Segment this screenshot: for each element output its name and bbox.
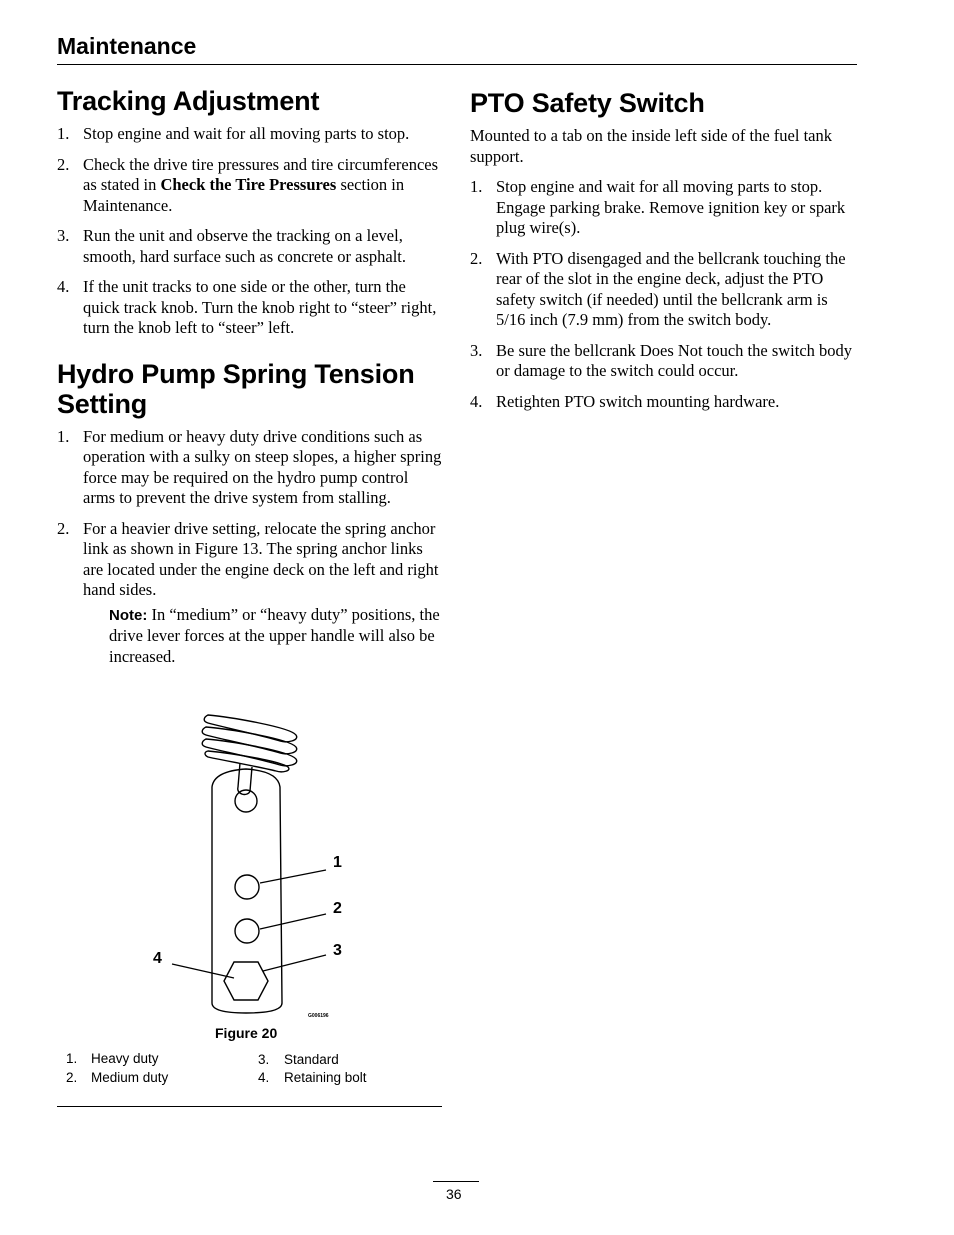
list-item: 1. Stop engine and wait for all moving parts to stop.	[57, 124, 410, 143]
list-item: 2. With PTO disengaged and the bellcrank touching the rear of the slot in the engine deck, adjust the PTO safety switch (if needed) until the bellcrank arm is 5/16 inch (7.9 mm) from the switch body.	[470, 248, 846, 329]
pto-intro: Mounted to a tab on the inside left side of the fuel tank support.	[470, 126, 832, 166]
top-hole	[235, 790, 257, 812]
anchor-link-plate	[212, 769, 282, 1013]
legend-item: 4. Retaining bolt	[258, 1070, 367, 1085]
hole-medium-duty	[235, 919, 259, 943]
page-number-rule	[433, 1181, 479, 1182]
list-item: 1. Stop engine and wait for all moving parts to stop. Engage parking brake. Remove ignition key or spark plug wire(s).	[470, 177, 846, 237]
callout-2: 2	[333, 900, 342, 917]
callout-4: 4	[153, 950, 162, 967]
legend-item: 1. Heavy duty	[66, 1051, 159, 1066]
callout-1: 1	[333, 854, 342, 871]
header-rule	[57, 64, 857, 65]
bold-reference: Check the Tire Pressures	[160, 175, 337, 194]
list-item: 4. If the unit tracks to one side or the other, turn the quick track knob. Turn the knob right to “steer” right, turn the knob left to “steer” left.	[57, 277, 437, 337]
list-item: 1. For medium or heavy duty drive conditions such as operation with a sulky on steep slopes, a higher spring force may be required on the hydro pump control arms to prevent the drive system from stalling.	[57, 426, 442, 507]
callout-3: 3	[333, 942, 342, 959]
hole-heavy-duty	[235, 875, 259, 899]
list-item: 4. Retighten PTO switch mounting hardware.	[470, 391, 780, 411]
figure-caption: Figure 20	[215, 1025, 278, 1041]
retaining-bolt-hex	[224, 962, 268, 1000]
list-item: 2. Check the drive tire pressures and tire circumferences as stated in Check the Tire Pressures section in Maintenance.	[57, 154, 439, 215]
figure-code: G006196	[308, 1013, 329, 1019]
leader-line-3	[263, 955, 326, 971]
spring-coils	[202, 715, 296, 772]
pto-safety-switch-heading: PTO Safety Switch	[470, 88, 705, 118]
legend-item: 2. Medium duty	[66, 1070, 169, 1085]
tracking-steps	[57, 124, 443, 339]
left-column	[57, 86, 443, 677]
tracking-adjustment-heading: Tracking Adjustment	[57, 86, 320, 116]
hydro-pump-heading: Hydro Pump Spring Tension Setting	[57, 358, 415, 419]
note	[109, 605, 443, 668]
right-column	[470, 88, 856, 422]
note-label: Note:	[109, 606, 148, 624]
leader-line-2	[260, 914, 326, 929]
list-item: 3. Be sure the bellcrank Does Not touch the switch body or damage to the switch could occur.	[470, 340, 853, 380]
leader-line-4	[172, 964, 234, 978]
page-number: 36	[446, 1186, 462, 1202]
legend-item: 3. Standard	[258, 1052, 339, 1067]
list-item: 2. For a heavier drive setting, relocate the spring anchor link as shown in Figure 13. The spring anchor links are located under the engine deck on the left and right hand sides. Note: In “medium” or “heavy duty” positions, the drive lever forces at the upper handle will also be increased.	[57, 519, 443, 668]
figure-rule	[57, 1106, 442, 1107]
note-text: In “medium” or “heavy duty” positions, the drive lever forces at the upper handle will also be increased.	[109, 604, 440, 666]
hydro-steps	[57, 427, 443, 668]
section-header: Maintenance	[57, 33, 197, 59]
leader-line-1	[260, 870, 326, 883]
pto-steps	[470, 177, 856, 412]
list-item: 3. Run the unit and observe the tracking on a level, smooth, hard surface such as concrete or asphalt.	[57, 226, 407, 266]
